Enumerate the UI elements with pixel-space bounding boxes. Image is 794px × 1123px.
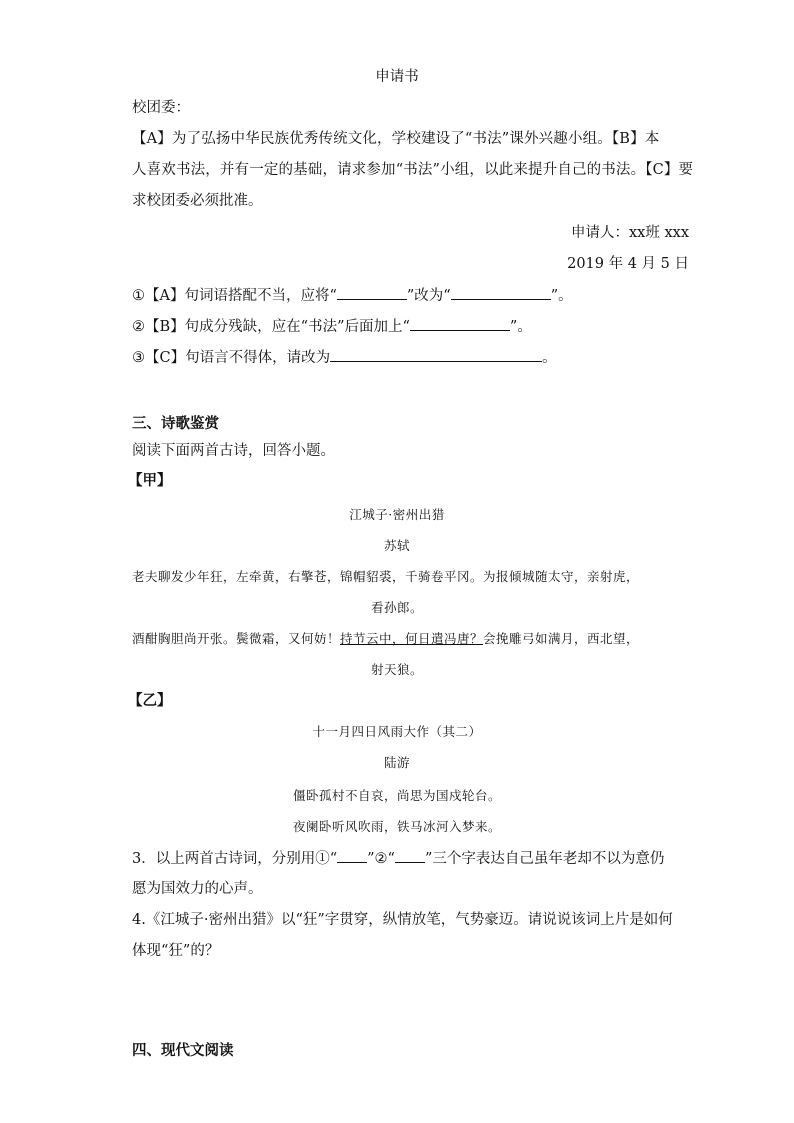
poem-line: 看孙郎。 — [370, 600, 423, 615]
question-text: 体现“狂”的？ — [132, 943, 220, 959]
question-text: 愿为国效力的心声。 — [132, 881, 263, 897]
poem-line — [132, 629, 639, 649]
question-text: ”②“ — [367, 851, 395, 867]
letter-applicant: 申请人：xx班 xxx — [571, 225, 689, 241]
answer-blank[interactable] — [395, 848, 425, 863]
poem-title: 江城子·密州出猎 — [349, 507, 445, 522]
answer-blank[interactable] — [337, 848, 367, 863]
question-text: 。 — [542, 350, 557, 366]
letter-salutation: 校团委： — [132, 100, 190, 116]
poem-line: 射天狼。 — [370, 662, 423, 677]
section-intro: 阅读下面两首古诗，回答小题。 — [132, 443, 335, 459]
question-text: ”。 — [550, 288, 573, 304]
question-2 — [132, 316, 532, 337]
letter-body-line: 求校团委必须批准。 — [132, 193, 263, 209]
letter-title: 申请书 — [375, 69, 419, 85]
answer-blank[interactable] — [337, 285, 407, 300]
poem-label-jia: 【甲】 — [128, 472, 172, 489]
question-1 — [132, 285, 573, 306]
answer-blank[interactable] — [451, 285, 551, 300]
question-3-poetry — [132, 848, 664, 869]
question-text: ③【C】句语言不得体，请改为 — [132, 350, 331, 366]
section-heading: 四、现代文阅读 — [132, 1042, 234, 1059]
poem-line: 老夫聊发少年狂，左牵黄，右擎苍，锦帽貂裘，千骑卷平冈。为报倾城随太守，亲射虎， — [132, 569, 640, 584]
question-text: ”三个字表达自己虽年老却不以为意仍 — [424, 851, 665, 867]
letter-body-line: 人喜欢书法，并有一定的基础，请求参加“书法”小组，以此来提升自己的书法。【C】要 — [132, 162, 694, 178]
section-heading: 三、诗歌鉴赏 — [132, 415, 219, 432]
poem-title: 十一月四日风雨大作（其二） — [312, 724, 482, 739]
question-text: 3．以上两首古诗词，分别用①“ — [132, 851, 338, 867]
poem-label-yi: 【乙】 — [128, 692, 172, 709]
poem-line: 夜阑卧听风吹雨，铁马冰河入梦来。 — [292, 819, 501, 834]
question-3 — [132, 347, 557, 368]
question-4-poetry: 4.《江城子·密州出猎》以“狂”字贯穿，纵情放笔，气势豪迈。请说说该词上片是如何 — [132, 912, 673, 928]
question-text: ”改为“ — [406, 288, 451, 304]
question-text: ”。 — [509, 319, 532, 335]
poem-text: 会挽雕弓如满月，西北望， — [483, 631, 640, 646]
question-text: ①【A】句词语搭配不当，应将“ — [132, 288, 337, 304]
poem-line: 僵卧孤村不自哀，尚思为国戍轮台。 — [292, 788, 501, 803]
question-text: ②【B】句成分残缺，应在“书法”后面加上“ — [132, 319, 410, 335]
answer-blank[interactable] — [330, 347, 542, 362]
letter-date: 2019 年 4 月 5 日 — [567, 256, 689, 272]
poem-text: 酒酣胸胆尚开张。鬓微霜，又何妨！ — [132, 631, 341, 646]
poem-author: 苏轼 — [383, 538, 410, 553]
answer-blank[interactable] — [410, 316, 510, 331]
poem-underlined-text: 持节云中，何日遣冯唐？ — [340, 631, 484, 646]
poem-author: 陆游 — [383, 755, 410, 770]
letter-body-line: 【A】为了弘扬中华民族优秀传统文化，学校建设了“书法”课外兴趣小组。【B】本 — [132, 131, 660, 147]
